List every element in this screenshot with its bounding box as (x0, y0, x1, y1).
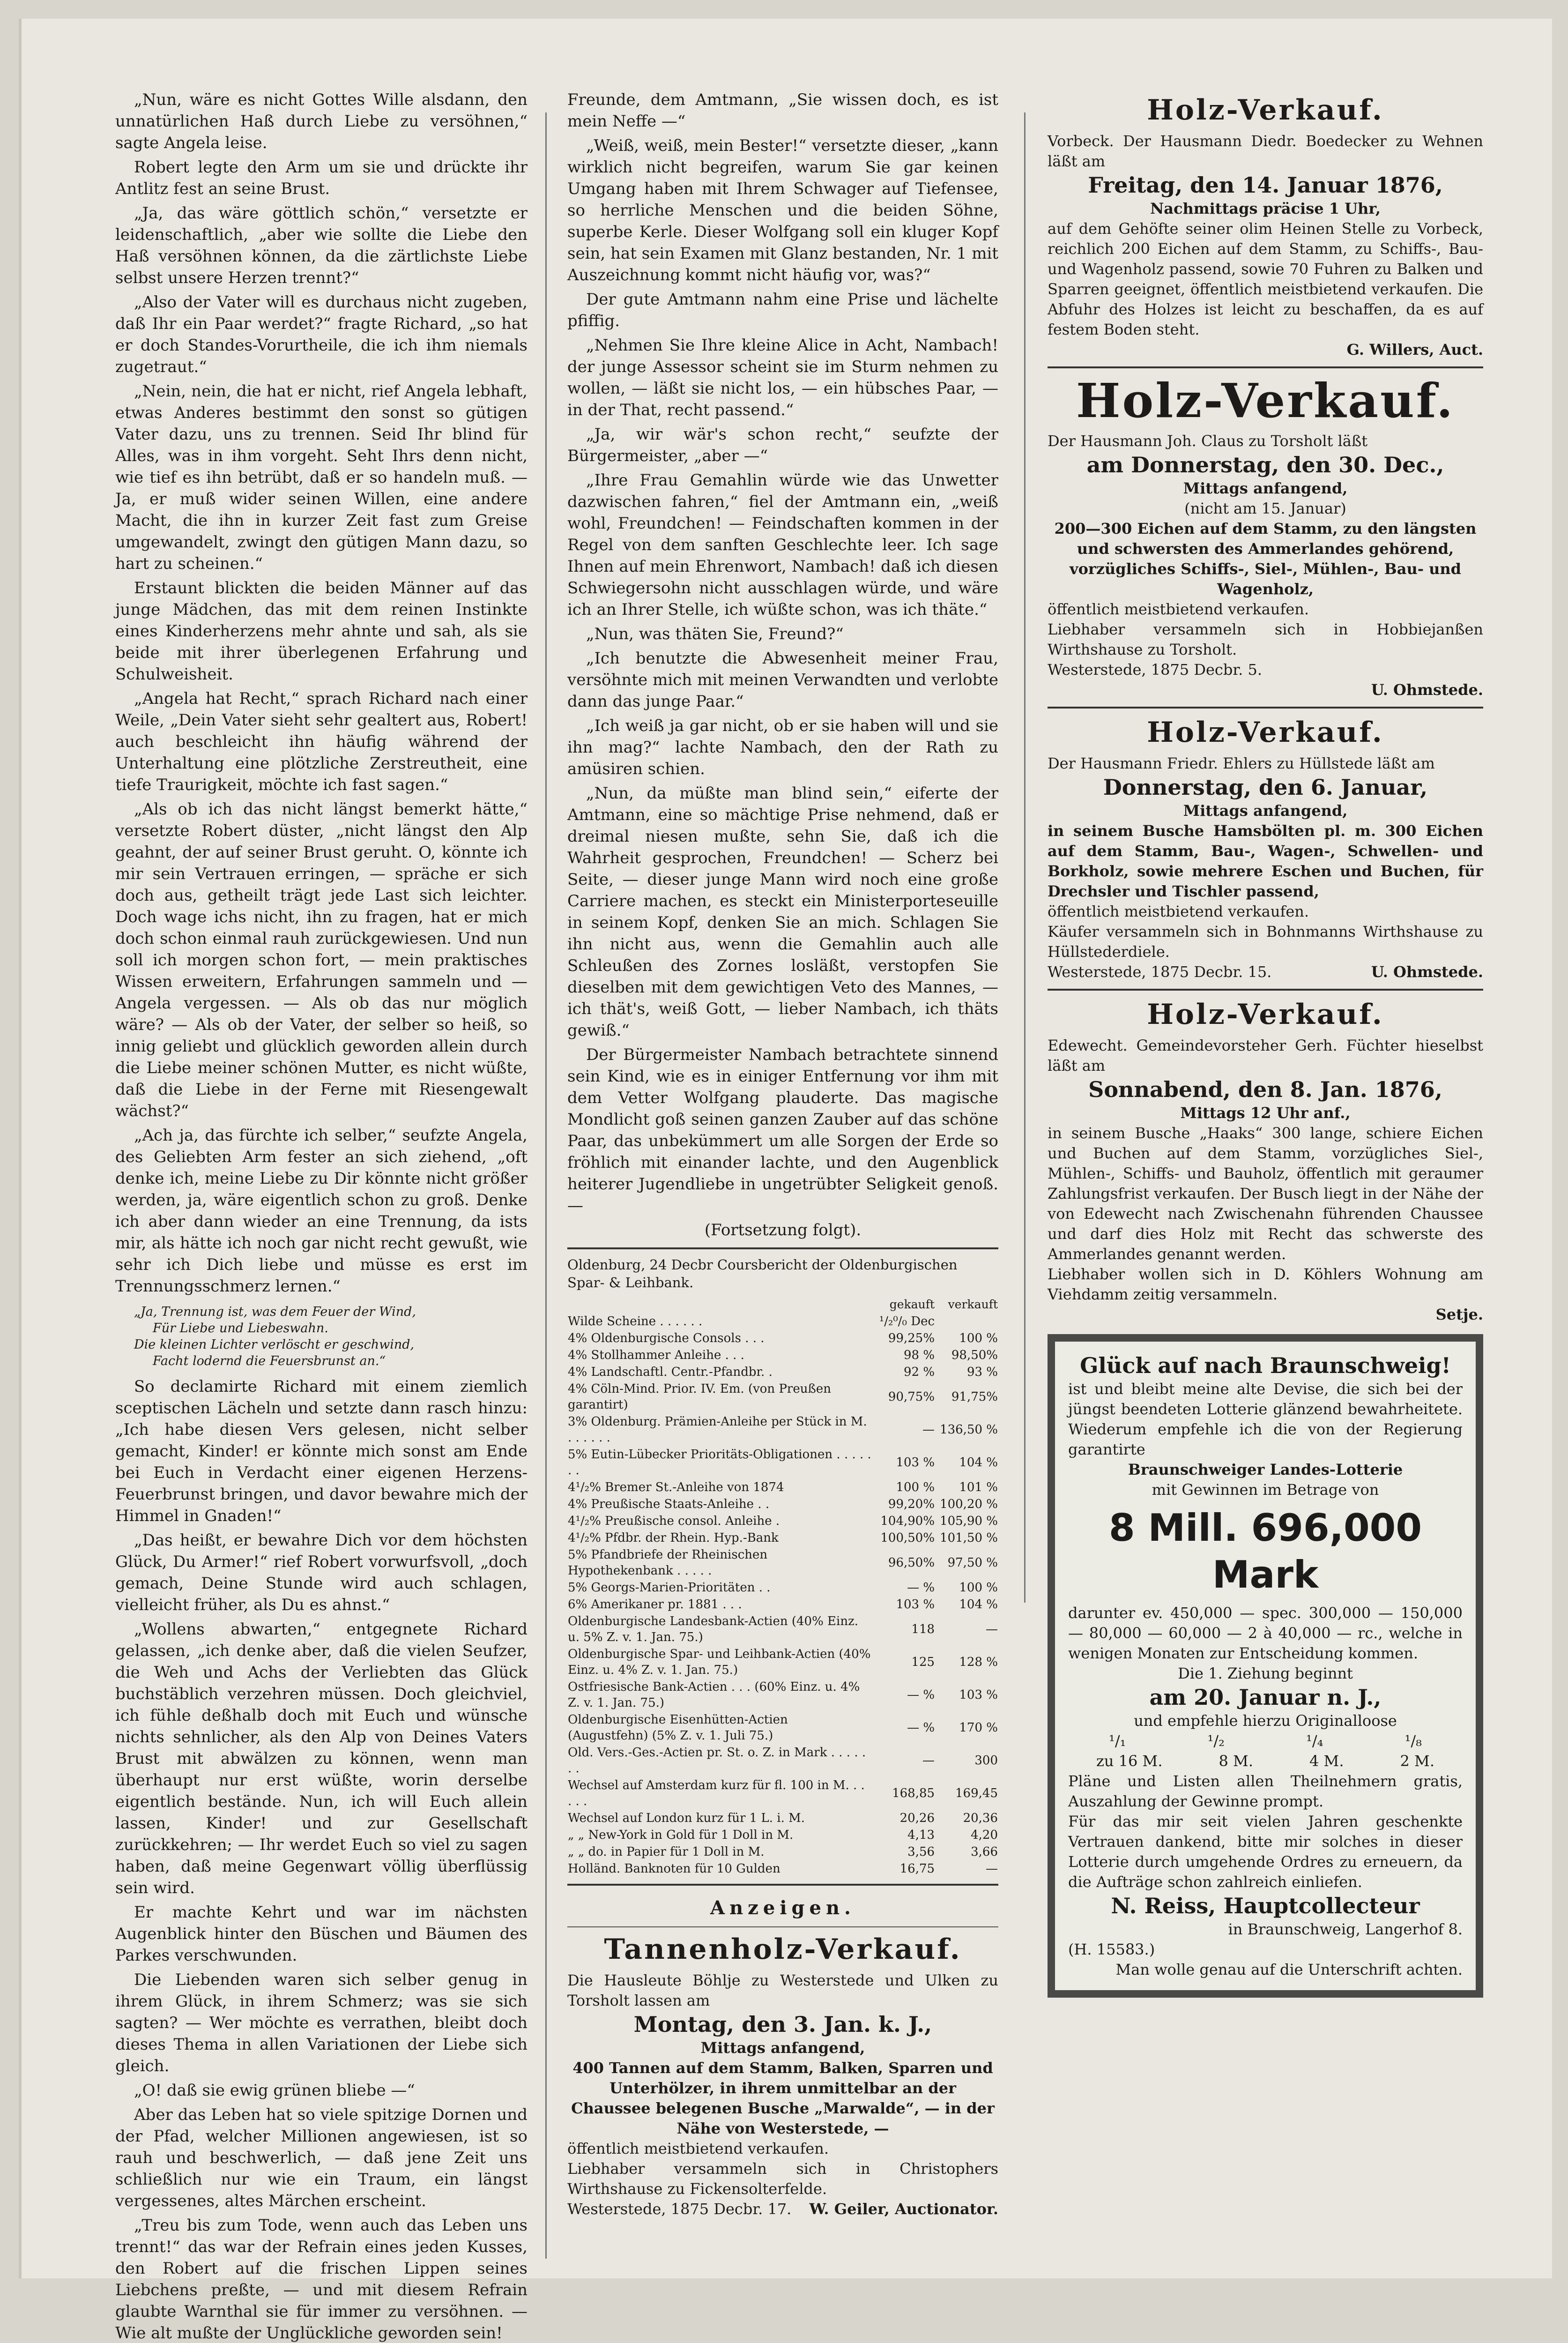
ticket-price: 4 M. (1309, 1752, 1344, 1770)
sell-price: 3,66 (971, 1845, 998, 1859)
security-name: „ „ New-York in Gold für 1 Doll in M. (568, 1828, 794, 1842)
table-row (567, 1860, 998, 1877)
sell-price: 169,45 (955, 1786, 998, 1800)
divider (1048, 707, 1483, 709)
table-row (567, 1347, 998, 1364)
sell-price: 100,20 % (940, 1497, 998, 1511)
story-paragraph: „Ich benutzte die Abwesenheit meiner Frau, versöhnte mich mit meinen Verwandten und verlobte dann das junge Paar.“ (567, 649, 998, 711)
story-paragraph: „Ja, das wäre göttlich schön,“ versetzte er leidenschaftlich, „aber wie sollte die Liebe den Haß versöhnen können, da die zärtlichste Liebe selbst unsere Herzen trennt?“ (115, 204, 528, 287)
buy-price: — % (907, 1688, 935, 1702)
ad-signature: U. Ohmstede. (1371, 963, 1483, 981)
sell-price: 136,50 % (940, 1423, 998, 1437)
table-row (567, 1777, 998, 1810)
story-column-1 (115, 89, 528, 2343)
ad-date: Sonnabend, den 8. Jan. 1876, (1088, 1077, 1442, 1102)
buy-price: 100 % (896, 1480, 935, 1494)
table-row (567, 1646, 998, 1679)
table-row (567, 1843, 998, 1860)
poem (134, 1304, 528, 1369)
sell-price: — (986, 1622, 998, 1636)
ad-place: Westerstede, 1875 Decbr. 17. (567, 2200, 792, 2218)
ad-tannenholz (567, 1932, 998, 2219)
ticket-fraction: ¹/₁ (1109, 1732, 1126, 1750)
ticket-fractions (1068, 1731, 1463, 1751)
continued-note: (Fortsetzung folgt). (704, 1221, 862, 1239)
divider (1048, 366, 1483, 368)
story-paragraph: „Also der Vater will es durchaus nicht zugeben, daß Ihr ein Paar werdet?“ fragte Richard, „so hat er doch Standes-Vorurtheile, die ich ihm niemals zugetraut.“ (115, 293, 528, 376)
story-paragraph: „Nein, nein, die hat er nicht, rief Angela lebhaft, etwas Anderes bestimmt den sonst so gütigen Vater dazu, uns zu trennen. Seid Ihr blind für Alles, was in ihm vorgeht. Seht Ihrs denn nicht, wie tief es ihn betrübt, daß er so handeln muß. — Ja, er muß wider seinen Willen, eine andere Macht, die ihn in kurzer Zeit fast zum Greise umgewandelt, zwingt den gütigen Mann dazu, so hart zu scheinen.“ (115, 382, 528, 573)
table-row (567, 1513, 998, 1530)
sell-price: 97,50 % (947, 1556, 998, 1570)
poem-line: „Ja, Trennung ist, was dem Feuer der Wind, (134, 1305, 416, 1319)
security-name: 5% Georgs-Marien-Prioritäten . . (568, 1581, 771, 1595)
sell-price: 104 % (959, 1455, 998, 1470)
story-paragraph: „Nun, da müßte man blind sein,“ eiferte der Amtmann, eine so mächtige Prise nehmend, daß er dreimal niesen mußte, sehn Sie, daß ich die Wahrheit gesprochen, Freundchen! — Scherz bei Seite, — dieser junge Mann wird noch eine große Carriere machen, es steckt ein Ministerporteseuille in seinem Kopf, denken Sie an mich. Schlagen Sie ihn nicht aus, wenn die Gemahlin auch alle Schleußen des Zornes losläßt, verstopfen Sie dieselben mit dem gewichtigen Veto des Mannes, — ich thät's, weiß Gott, — lieber Nambach, ich thäts gewiß.“ (567, 784, 998, 1040)
table-row (567, 1330, 998, 1347)
buy-price: 92 % (903, 1365, 935, 1379)
divider (567, 1247, 998, 1249)
ad-intro: Edewecht. Gemeindevorsteher Gerh. Füchter hieselbst läßt am (1048, 1037, 1483, 1074)
security-name: Oldenburgische Eisenhütten-Actien (Augustfehn) (5% Z. v. 1. Juli 75.) (568, 1713, 788, 1743)
divider (567, 1926, 998, 1927)
ad-meet: Käufer versammeln sich in Bohnmanns Wirthshause zu Hüllstederdiele. (1048, 923, 1483, 961)
column-rule (1024, 112, 1026, 1603)
sell-price: 103 % (959, 1688, 998, 1702)
buy-price: — (922, 1423, 935, 1437)
table-row (567, 1579, 998, 1596)
ticket-fraction: ¹/₄ (1306, 1732, 1323, 1750)
buy-price: — % (907, 1721, 935, 1735)
ad-date: am Donnerstag, den 30. Dec., (1086, 452, 1444, 478)
security-name: 4% Stollhammer Anleihe . . . (568, 1348, 744, 1362)
ad-meet: Liebhaber versammeln sich in Hobbiejanßen Wirthshause zu Torsholt. (1048, 620, 1483, 658)
story-paragraph: Erstaunt blickten die beiden Männer auf das junge Mädchen, das mit dem reinen Instinkte eines Kinderherzens mehr ahnte und sah, als sie beide mit ihrer überlegenen Erfahrung und Schulweisheit. (115, 579, 528, 684)
security-name: 4% Oldenburgische Consols . . . (568, 1331, 765, 1345)
buy-price: 90,75% (888, 1390, 935, 1404)
sell-price: 20,36 (963, 1811, 998, 1825)
poem-line: Für Liebe und Liebeswahn. (153, 1321, 328, 1336)
ad-signature: U. Ohmstede. (1371, 681, 1483, 699)
buy-price: 3,56 (907, 1845, 935, 1859)
ad-text: mit Gewinnen im Betrage von (1152, 1481, 1379, 1499)
ad-firm: N. Reiss, Hauptcollecteur (1111, 1893, 1420, 1918)
ad-title: Glück auf nach Braunschweig! (1080, 1353, 1451, 1378)
ticket-prices (1068, 1751, 1463, 1771)
security-name: 5% Eutin-Lübecker Prioritäts-Obligationen . . . . . . . (568, 1448, 871, 1477)
buy-price: 100,50% (880, 1531, 935, 1545)
buy-price: 98 % (903, 1348, 935, 1362)
ads-heading: Anzeigen. (710, 1897, 855, 1919)
table-row (567, 1596, 998, 1613)
buy-price: 103 % (896, 1455, 935, 1470)
ad-title: Tannenholz-Verkauf. (604, 1933, 962, 1966)
sell-price: 100 % (959, 1581, 998, 1595)
ad-title: Holz-Verkauf. (1147, 716, 1384, 749)
ad-date: Montag, den 3. Jan. k. J., (633, 2012, 932, 2037)
buy-price: 125 (911, 1655, 935, 1669)
story-paragraph: „Nun, was thäten Sie, Freund?“ (586, 625, 844, 643)
ad-place: Westerstede, 1875 Decbr. 15. (1048, 963, 1272, 981)
story-paragraph: „Nehmen Sie Ihre kleine Alice in Acht, Nambach! der junge Assessor scheint sie im Sturm nehmen zu wollen, — läßt sie nicht los, — ein hübsches Paar, — in der That, recht passend.“ (567, 336, 998, 419)
column-rule (545, 112, 547, 2259)
table-row (567, 1479, 998, 1496)
security-name: Ostfriesische Bank-Actien . . . (60% Einz. u. 4% Z. v. 1. Jan. 75.) (568, 1680, 860, 1710)
security-name: Oldenburgische Landesbank-Actien (40% Einz. u. 5% Z. v. 1. Jan. 75.) (568, 1614, 859, 1644)
ad-body: 400 Tannen auf dem Stamm, Balken, Sparren und Unterhölzer, in ihrem unmittelbar an der Chaussee belegenen Busche „Marwalde“, — in der Nähe von Westerstede, — (571, 2059, 995, 2137)
sell-price: 93 % (966, 1365, 998, 1379)
buy-price: 118 (911, 1622, 935, 1636)
ad-text: und empfehle hierzu Originalloose (1134, 1712, 1397, 1730)
buy-price: 99,20% (888, 1497, 935, 1511)
story-paragraph: Aber das Leben hat so viele spitzige Dornen und der Pfad, welcher Millionen angewiesen, ist so rauh und beschwerlich, — daß jene Zeit uns schließlich nur wie ein Traum, ein längst vergessenes, altes Märchen erscheint. (115, 2105, 528, 2210)
ad-intro: Die Hausleute Böhlje zu Westerstede und Ulken zu Torsholt lassen am (567, 1971, 998, 2009)
sell-price: 100 % (959, 1331, 998, 1345)
ad-signature: Setje. (1435, 1306, 1483, 1323)
ad-body: in seinem Busche Hamsbölten pl. m. 300 Eichen auf dem Stamm, Bau-, Wagen-, Schwellen- und Borkholz, sowie mehrere Eschen und Buchen, für Drechsler und Tischler passend, (1048, 822, 1483, 900)
story-column-2 (567, 89, 998, 2219)
ad-time: Mittags anfangend, (700, 2039, 865, 2057)
table-row (567, 1446, 998, 1479)
security-name: „ „ do. in Papier für 1 Doll in M. (568, 1845, 765, 1859)
ad-holz-2 (1048, 375, 1483, 700)
security-name: 5% Pfandbriefe der Rheinischen Hypothekenbank . . . . . (568, 1548, 768, 1578)
table-row (567, 1546, 998, 1579)
buy-price: 168,85 (892, 1786, 935, 1800)
ad-intro: Der Hausmann Joh. Claus zu Torsholt läßt (1048, 432, 1368, 450)
ad-meet: Liebhaber versammeln sich in Christophers Wirthshause zu Fickensolterfelde. (567, 2160, 998, 2198)
poem-line: Die kleinen Lichter verlöscht er geschwind, (134, 1337, 415, 1352)
table-row (567, 1744, 998, 1777)
sell-price: 4,20 (971, 1828, 998, 1842)
newspaper-page (19, 19, 1552, 2343)
ad-code: (H. 15583.) (1068, 1940, 1155, 1958)
ad-text: Die 1. Ziehung beginnt (1178, 1664, 1353, 1682)
ad-holz-3 (1048, 715, 1483, 982)
ad-time: Mittags anfangend, (1183, 802, 1348, 820)
ad-date: Donnerstag, den 6. Januar, (1103, 775, 1428, 800)
security-name: Oldenburgische Spar- und Leihbank-Actien (40% Einz. u. 4% Z. v. 1. Jan. 75.) (568, 1647, 871, 1677)
sell-price: 105,90 % (940, 1514, 998, 1528)
buy-price: 99,25% (888, 1331, 935, 1345)
ad-sale: öffentlich meistbietend verkaufen. (1048, 903, 1309, 920)
security-name: Wilde Scheine . . . . . . (568, 1314, 703, 1328)
story-paragraph: „Angela hat Recht,“ sprach Richard nach einer Weile, „Dein Vater sieht sehr gealtert aus, Robert! auch beschleicht ihn häufig während der Unterhaltung eine plötzliche Zerstreutheit, eine tiefe Traurigkeit, möchte ich fast sagen.“ (115, 689, 528, 794)
ad-signature: G. Willers, Auct. (1346, 341, 1483, 358)
story-paragraph: So declamirte Richard mit einem ziemlich sceptischen Lächeln und setzte dann rasch hinzu: „Ich habe diesen Vers gelesen, nicht selber gemacht, Kinder! er könnte mich sonst am Ende bei Euch in Verdacht einer eigenen Herzens-Feuerbrunst bringen, und davor bewahre mich der Himmel in Gnaden!“ (115, 1377, 528, 1525)
buy-price: 20,26 (899, 1811, 935, 1825)
ads-column (1048, 89, 1483, 1998)
story-paragraph: „Ihre Frau Gemahlin würde wie das Unwetter dazwischen fahren,“ fiel der Amtmann ein, „weiß wohl, Freundchen! — Feindschaften kommen in der Regel von dem sanften Geschlechte leer. Ich sage Ihnen auf mein Ehrenwort, Nambach! daß ich diesen Schwiegersohn nicht ausschlagen würde, und wäre ich an Ihrer Stelle, ich wüßte schon, was ich thäte.“ (567, 471, 998, 619)
ad-body: 200—300 Eichen auf dem Stamm, zu den längsten und schwersten des Ammerlandes gehörend, vorzügliches Schiffs-, Siel-, Mühlen-, Bau- und Wagenholz, (1054, 520, 1477, 598)
ad-time: Nachmittags präcise 1 Uhr, (1150, 200, 1381, 217)
buy-price: 96,50% (888, 1556, 935, 1570)
table-row (567, 1530, 998, 1546)
ad-time: Mittags anfangend, (1183, 479, 1348, 497)
ticket-fraction: ¹/₈ (1405, 1732, 1422, 1750)
story-paragraph: Der gute Amtmann nahm eine Prise und lächelte pfiffig. (567, 290, 998, 330)
story-paragraph: „Weiß, weiß, mein Bester!“ versetzte dieser, „kann wirklich nicht begreifen, warum Sie gar keinen Umgang haben mit Ihrem Schwager auf Tiefensee, so herrliche Menschen und die beiden Söhne, superbe Kerle. Dieser Wolfgang soll ein kluger Kopf sein, hat sein Examen mit Glanz bestanden, Nr. 1 mit Auszeichnung kommt nicht häufig vor, was?“ (567, 136, 998, 284)
story-paragraph: „Das heißt, er bewahre Dich vor dem höchsten Glück, Du Armer!“ rief Robert vorwurfsvoll, „doch gemach, Deine Stunde wird auch schlagen, vielleicht früher, als Du es ahnst.“ (115, 1531, 528, 1614)
table-row (567, 1380, 998, 1413)
sell-price: 101,50 % (940, 1531, 998, 1545)
story-paragraph: „Treu bis zum Tode, wenn auch das Leben uns trennt!“ das war der Refrain eines jeden Kusses, den Robert auf die frischen Lippen seines Liebchens preßte, — und mit diesem Refrain glaubte Warnthal sie für immer zu versöhnen. — Wie alt mußte der Unglückliche geworden sein! (115, 2216, 528, 2343)
story-paragraph: „Als ob ich das nicht längst bemerkt hätte,“ versetzte Robert düster, „nicht längst den Alp geahnt, der auf seiner Brust geruht. O, könnte ich mir sein Vertrauen erringen, — spräche er sich doch aus, getheilt trägt jede Last sich leichter. Doch wage ichs nicht, ihn zu fragen, hat er mich doch schon einmal rauh zurückgewiesen. Und nun soll ich morgen schon fort, — mein praktisches Wissen erweitern, Erfahrungen sammeln und — Angela vergessen. — Als ob das nur möglich wäre? — Als ob der Vater, der selber so heiß, so innig geliebt und glücklich geworden allein durch die Liebe meiner schönen Mutter, es nicht wüßte, daß die Liebe in der Ferne mit Riesengewalt wächst?“ (115, 800, 528, 1120)
table-row (567, 1364, 998, 1380)
ad-sale: öffentlich meistbietend verkaufen. (567, 2140, 829, 2157)
security-name: 4¹/₂% Preußische consol. Anleihe . (568, 1514, 780, 1528)
ad-text: darunter ev. 450,000 — spec. 300,000 — 150,000 — 80,000 — 60,000 — 2 à 40,000 — rc., welche in wenigen Monaten zur Entscheidung kommen. (1068, 1604, 1463, 1662)
table-row (567, 1827, 998, 1843)
ad-holz-4 (1048, 997, 1483, 1325)
buy-price: 104,90% (880, 1514, 935, 1528)
ad-warning: Man wolle genau auf die Unterschrift achten. (1115, 1961, 1463, 1978)
story-paragraph: Freunde, dem Amtmann, „Sie wissen doch, es ist mein Neffe —“ (567, 90, 998, 131)
security-name: 4% Cöln-Mind. Prior. IV. Em. (von Preußen garantirt) (568, 1382, 831, 1412)
ticket-fraction: ¹/₂ (1207, 1732, 1225, 1750)
story-paragraph: „Ja, wir wär's schon recht,“ seufzte der Bürgermeister, „aber —“ (567, 425, 998, 465)
column-header-buy: gekauft (889, 1298, 935, 1311)
ad-signature: W. Geiler, Auctionator. (809, 2200, 998, 2218)
table-row (567, 1679, 998, 1711)
ad-holz-1 (1048, 93, 1483, 360)
ad-city: in Braunschweig, Langerhof 8. (1228, 1920, 1463, 1938)
security-name: 4¹/₂% Pfdbr. der Rhein. Hyp.-Bank (568, 1531, 779, 1545)
security-name: 3% Oldenburg. Prämien-Anleihe per Stück in M. . . . . . . (568, 1415, 867, 1445)
ticket-price: zu 16 M. (1096, 1752, 1163, 1770)
ad-amount: 8 Mill. 696,000 Mark (1108, 1506, 1422, 1597)
security-name: 6% Amerikaner pr. 1881 . . . (568, 1597, 742, 1612)
buy-price: ¹/₂⁰/₀ Dec (879, 1314, 935, 1328)
ad-body: auf dem Gehöfte seiner olim Heinen Stelle zu Vorbeck, reichlich 200 Eichen auf dem Stamm, zu Schiffs-, Bau- und Wagenholz passend, sowie 70 Fuhren zu Balken und Sparren geeignet, öffentlich meistbietend verkaufen. Die Abfuhr des Holzes ist leicht zu beschaffen, da es auf festem Boden steht. (1048, 220, 1483, 338)
sell-price: 128 % (959, 1655, 998, 1669)
buy-price: — % (907, 1581, 935, 1595)
course-report-table (567, 1296, 998, 1877)
security-name: Old. Vers.-Ges.-Actien pr. St. o. Z. in Mark . . . . . . . (568, 1746, 866, 1776)
security-name: 4% Landschaftl. Centr.-Pfandbr. . (568, 1365, 773, 1379)
table-row (567, 1711, 998, 1744)
buy-price: — (922, 1754, 935, 1768)
security-name: Holländ. Banknoten für 10 Gulden (568, 1862, 780, 1876)
sell-price: 170 % (959, 1721, 998, 1735)
security-name: 4¹/₂% Bremer St.-Anleihe von 1874 (568, 1480, 784, 1494)
story-paragraph: Robert legte den Arm um sie und drückte ihr Antlitz fest an seine Brust. (115, 158, 528, 198)
story-paragraph: Die Liebenden waren sich selber genug in ihrem Glück, in ihrem Schmerz; was sie sich sagten? — Wer möchte es verrathen, bleibt doch dieses Thema in allen Variationen der Liebe sich gleich. (115, 1970, 528, 2075)
security-name: 4% Preußische Staats-Anleihe . . (568, 1497, 770, 1511)
ad-intro: Vorbeck. Der Hausmann Diedr. Boedecker zu Wehnen läßt am (1048, 132, 1483, 170)
ticket-price: 2 M. (1400, 1752, 1434, 1770)
ad-text: Pläne und Listen allen Theilnehmern gratis, Auszahlung der Gewinne prompt. (1068, 1772, 1463, 1810)
divider (1048, 989, 1483, 991)
sell-price: 91,75% (951, 1390, 998, 1404)
story-paragraph: „Ach ja, das fürchte ich selber,“ seufzte Angela, des Geliebten Arm fester an sich ziehend, „oft denke ich, meine Liebe zu Dir könnte nicht größer werden, ja, wäre eigentlich schon zu groß. Denke ich aber dann wieder an eine Trennung, da ists mir, als hätte ich noch gar nicht recht gewußt, wie sehr ich Dich liebe und müsse es erst im Trennungsschmerz lernen.“ (115, 1126, 528, 1296)
ad-date: am 20. Januar n. J., (1149, 1685, 1382, 1710)
table-header-row (567, 1296, 998, 1313)
ad-sale: öffentlich meistbietend verkaufen. (1048, 600, 1309, 618)
sell-price: 300 (974, 1754, 998, 1768)
buy-price: 4,13 (907, 1828, 935, 1842)
poem-line: Facht lodernd die Feuersbrunst an.“ (153, 1354, 386, 1368)
ad-title: Holz-Verkauf. (1147, 998, 1384, 1031)
ad-place: Westerstede, 1875 Decbr. 5. (1048, 661, 1262, 679)
story-paragraph: Er machte Kehrt und war im nächsten Augenblick hinter den Büschen und Bäumen des Parkes verschwunden. (115, 1903, 528, 1965)
table-row (567, 1810, 998, 1827)
divider (567, 1884, 998, 1886)
table-row (567, 1413, 998, 1446)
ad-text: ist und bleibt meine alte Devise, die sich bei der jüngst beendeten Lotterie glänzend bewahrheitete. Wiederum empfehle ich die von der Regierung garantirte (1068, 1380, 1463, 1458)
story-paragraph: „Ich weiß ja gar nicht, ob er sie haben will und sie ihn mag?“ lachte Nambach, den der Rath zu amüsiren schien. (567, 716, 998, 778)
ad-date: Freitag, den 14. Januar 1876, (1088, 172, 1443, 198)
ad-lottery (1048, 1334, 1483, 1998)
sell-price: 101 % (959, 1480, 998, 1494)
table-row (567, 1313, 998, 1330)
ad-title: Holz-Verkauf. (1147, 94, 1384, 127)
ad-intro: Der Hausmann Friedr. Ehlers zu Hüllstede läßt am (1048, 754, 1435, 772)
buy-price: 103 % (896, 1597, 935, 1612)
sell-price: — (986, 1862, 998, 1876)
column-header-sell: verkauft (948, 1298, 998, 1311)
ad-body: in seinem Busche „Haaks“ 300 lange, schiere Eichen und Buchen auf dem Stamm, vorzügliches Siel-, Mühlen-, Schiffs- und Bauholz, öffentlich mit geraumer Zahlungsfrist verkaufen. Der Busch liegt in der Nähe der von Edewecht nach Zwischenahn führenden Chaussee und darf dies Holz mit Recht das schwerste des Ammerlandes genannt werden. (1048, 1124, 1483, 1263)
table-row (567, 1496, 998, 1513)
security-name: Wechsel auf Amsterdam kurz für fl. 100 in M. . . . . . (568, 1778, 865, 1808)
sell-price: 104 % (959, 1597, 998, 1612)
security-name: Wechsel auf London kurz für 1 L. i. M. (568, 1811, 805, 1825)
story-paragraph: „Wollens abwarten,“ entgegnete Richard gelassen, „ich denke aber, daß die vielen Seufzer, die Weh und Achs der Verliebten das Glück buchstäblich verzehren müssen. Doch gleichviel, ich fühle deßhalb doch mit Euch und wünsche nichts sehnlicher, als den Alp von Deines Vaters Brust mit abwälzen zu können, wenn man überhaupt nur erst wüßte, worin derselbe eigentlich bestände. Nun, ich will Euch allein lassen, Kinder! und zur Gesellschaft zurückkehren; — Ihr werdet Euch so viel zu sagen haben, daß meine Gegenwart völlig überflüssig sein wird. (115, 1620, 528, 1897)
table-row (567, 1613, 998, 1646)
ticket-price: 8 M. (1219, 1752, 1253, 1770)
story-paragraph: Der Bürgermeister Nambach betrachtete sinnend sein Kind, wie es in einiger Entfernung vor ihm mit dem Vetter Wolfgang plauderte. Das magische Mondlicht goß seinen ganzen Zauber auf das schöne Paar, das unbekümmert um alle Sorgen der Erde so fröhlich mit einander lachte, und den Augenblick heiterer Jugendliebe in ungetrübter Seligkeit genoß. — (567, 1045, 998, 1215)
ad-lottery-name: Braunschweiger Landes-Lotterie (1128, 1461, 1403, 1478)
ad-text: Für das mir seit vielen Jahren geschenkte Vertrauen dankend, bitte mir solches in dieser Lotterie durch umgehende Ordres zu erneuern, da die Aufträge schon zahlreich einliefen. (1068, 1813, 1463, 1891)
story-paragraph: „O! daß sie ewig grünen bliebe —“ (134, 2081, 415, 2100)
course-report-heading: Oldenburg, 24 Decbr Coursbericht der Oldenburgischen Spar- & Leihbank. (567, 1257, 958, 1291)
buy-price: 16,75 (899, 1862, 935, 1876)
ad-meet: Liebhaber wollen sich in D. Köhlers Wohnung am Viehdamm zeitig versammeln. (1048, 1265, 1483, 1303)
ad-title: Holz-Verkauf. (1076, 373, 1455, 428)
ad-note: (nicht am 15. Januar) (1184, 500, 1346, 517)
sell-price: 98,50% (951, 1348, 998, 1362)
story-paragraph: „Nun, wäre es nicht Gottes Wille alsdann, den unnatürlichen Haß durch Liebe zu versöhnen,“ sagte Angela leise. (115, 90, 528, 152)
ad-time: Mittags 12 Uhr anf., (1180, 1104, 1351, 1122)
sell-price (935, 1313, 998, 1330)
